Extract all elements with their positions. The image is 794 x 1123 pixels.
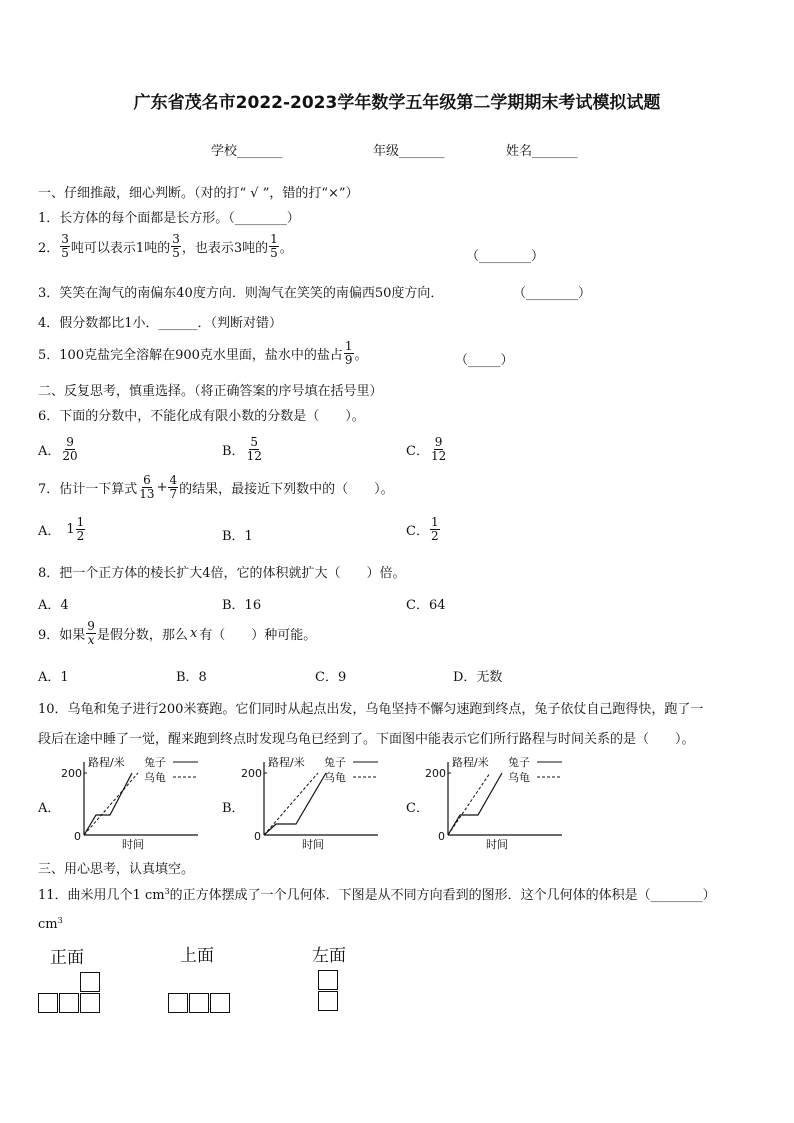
question-8: 8．把一个正方体的棱长扩大4倍，它的体积就扩大（ ）倍。 [38, 566, 406, 581]
grid-square [59, 993, 79, 1013]
option-a[interactable]: A．1 [38, 670, 69, 685]
section-2-heading: 二、反复思考，慎重选择。（将正确答案的序号填在括号里） [38, 384, 383, 399]
legend-turtle-label: 乌龟 [144, 771, 166, 784]
question-7: 7．估计一下算式 $\frac{6}{13}$ + $\frac{4}{7}$ 的结果，最接近下列数中的（ ）。 [38, 473, 394, 501]
turtle-series-line [84, 773, 138, 835]
legend-turtle-label: 乌龟 [324, 771, 346, 784]
y-axis-label: 路程/米 [88, 756, 125, 769]
rabbit-series-line [448, 773, 502, 835]
fraction: $\frac{1}{9}$ [344, 339, 353, 367]
graph-option-a [58, 754, 208, 852]
question-10-line-2: 段后在途中睡了一觉，醒来跑到终点时发现乌龟已经到了。下面图中能表示它们所行路程与时间关系的是（ ）。 [38, 732, 695, 747]
question-4: 4．假分数都比1小．______．（判断对错） [38, 316, 283, 331]
left-view-label: 左面 [312, 946, 346, 966]
turtle-series-line [264, 773, 318, 835]
origin-label: 0 [254, 830, 261, 843]
fraction: $\frac{3}{5}$ [172, 232, 180, 260]
section-3-heading: 三、用心思考，认真填空。 [38, 862, 195, 877]
x-axis-label: 时间 [486, 838, 508, 851]
origin-label: 0 [438, 830, 445, 843]
page-title: 广东省茂名市2022-2023学年数学五年级第二学期期末考试模拟试题 [133, 93, 661, 113]
y-axis-label: 路程/米 [268, 756, 305, 769]
grid-square [80, 993, 100, 1013]
question-9: 9．如果 $\frac{9}{x}$ 是假分数，那么 x 有（ ）种可能。 [38, 619, 317, 647]
option-a[interactable]: A． [38, 801, 61, 816]
graph-option-c [422, 754, 572, 852]
fraction: $\frac{1}{2}$ [430, 515, 439, 543]
grid-square [210, 993, 230, 1013]
grid-square [318, 970, 338, 990]
question-10-line-1: 10．乌龟和兔子进行200米赛跑。它们同时从起点出发，乌龟坚持不懈匀速跑到终点，兔子依仗自己跑得快，跑了一 [38, 702, 704, 717]
y-axis-label: 路程/米 [452, 756, 489, 769]
grid-square [318, 991, 338, 1011]
option-a[interactable]: A． $\frac{9}{20}$ [38, 435, 78, 463]
rabbit-series-line [84, 773, 132, 835]
origin-label: 0 [74, 830, 81, 843]
section-1-heading: 一、仔细推敲，细心判断。（对的打“ √ ”，错的打“×”） [38, 186, 359, 201]
y-tick-label: 200 [425, 767, 446, 780]
question-11-unit: $cm^3$ [38, 916, 63, 932]
grid-square [38, 993, 58, 1013]
fraction: $\frac{5}{12}$ [246, 435, 262, 463]
question-6: 6．下面的分数中，不能化成有限小数的分数是（ ）。 [38, 409, 365, 424]
question-11: 11．曲米用几个1 $cm^3$的正方体摆成了一个几何体．下图是从不同方向看到的图形．这个几何体的体积是（________） [38, 887, 716, 903]
option-b[interactable]: B． [222, 801, 245, 816]
question-1: 1．长方体的每个面都是长方形。（________） [38, 211, 300, 226]
legend-turtle-label: 乌龟 [508, 771, 530, 784]
option-b[interactable]: B． $\frac{5}{12}$ [222, 435, 262, 463]
y-tick-label: 200 [241, 767, 262, 780]
fraction: $\frac{6}{13}$ [139, 473, 155, 501]
legend-rabbit-label: 兔子 [324, 756, 346, 769]
front-view-label: 正面 [50, 948, 84, 968]
option-a[interactable]: A．4 [38, 598, 69, 613]
grid-square [189, 993, 209, 1013]
fraction: $\frac{9}{12}$ [430, 435, 447, 463]
option-c[interactable]: C． $\frac{1}{2}$ [406, 515, 439, 543]
option-b[interactable]: B．8 [176, 670, 207, 685]
answer-blank[interactable]: （_____） [455, 353, 514, 368]
legend-rabbit-label: 兔子 [508, 756, 530, 769]
answer-blank[interactable]: （________） [513, 286, 592, 301]
option-a[interactable]: A． 1 $\frac{1}{2}$ [38, 515, 85, 543]
option-c[interactable]: C．9 [315, 670, 347, 685]
legend-rabbit-label: 兔子 [144, 756, 166, 769]
grade-field[interactable]: 年级_______ [373, 144, 445, 159]
y-tick-label: 200 [61, 767, 82, 780]
option-d[interactable]: D．无数 [453, 670, 503, 685]
x-axis-label: 时间 [122, 838, 144, 851]
fraction: $\frac{9}{x}$ [87, 619, 95, 647]
option-c[interactable]: C． [406, 801, 429, 816]
option-c[interactable]: C．64 [406, 598, 446, 613]
fraction: $\frac{4}{7}$ [169, 473, 178, 501]
graph-option-b [238, 754, 388, 852]
question-2: 2． $\frac{3}{5}$ 吨可以表示1吨的 $\frac{3}{5}$ ，也表示3吨的 $\frac{1}{5}$ 。 [38, 232, 293, 260]
rabbit-series-line [264, 773, 326, 835]
option-b[interactable]: B．16 [222, 598, 262, 613]
question-5: 5．100克盐完全溶解在900克水里面，盐水中的盐占 $\frac{1}{9}$ 。 [38, 339, 368, 367]
x-axis-label: 时间 [302, 838, 324, 851]
option-c[interactable]: C． $\frac{9}{12}$ [406, 435, 447, 463]
grid-square [80, 972, 100, 992]
name-field[interactable]: 姓名_______ [506, 144, 578, 159]
school-field[interactable]: 学校_______ [211, 144, 283, 159]
fraction: $\frac{1}{2}$ [76, 515, 85, 543]
top-view-label: 上面 [180, 946, 214, 966]
answer-blank[interactable]: （________） [466, 249, 545, 264]
grid-square [168, 993, 188, 1013]
option-b[interactable]: B．1 [222, 529, 253, 544]
fraction: $\frac{3}{5}$ [61, 232, 69, 260]
question-3: 3．笑笑在淘气的南偏东40度方向．则淘气在笑笑的南偏西50度方向． [38, 286, 444, 301]
fraction: $\frac{9}{20}$ [62, 435, 78, 463]
fraction: $\frac{1}{5}$ [270, 232, 278, 260]
